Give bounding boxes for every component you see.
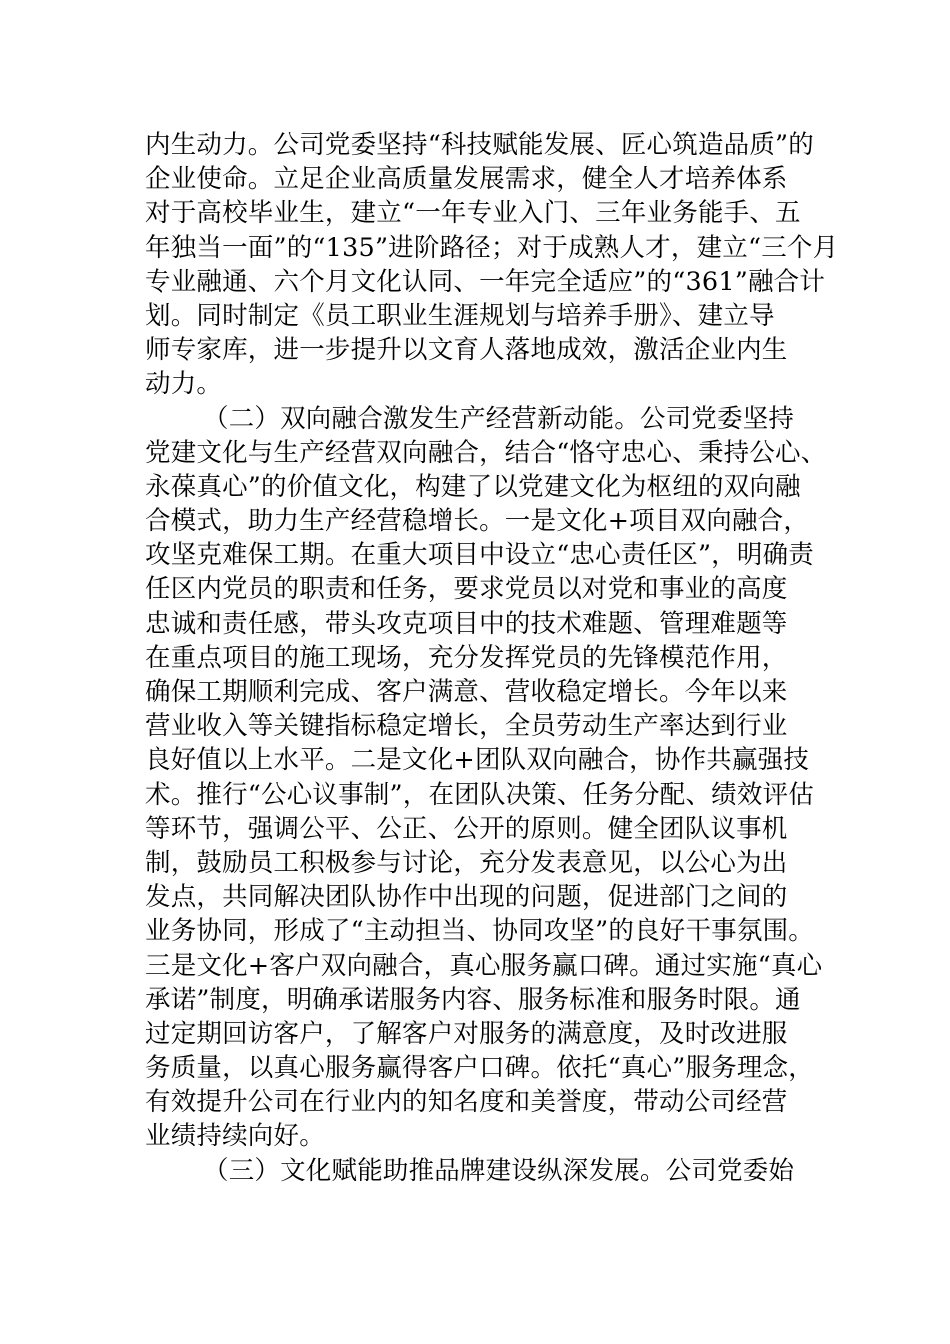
text-line: 年独当一面”的“135”进阶路径；对于成熟人才，建立“三个月 xyxy=(145,232,839,263)
text-line: 业绩持续向好。 xyxy=(145,1121,325,1152)
text-line: 制，鼓励员工积极参与讨论，充分发表意见，以公心为出 xyxy=(145,847,788,878)
text-line: 忠诚和责任感，带头攻克项目中的技术难题、管理难题等 xyxy=(145,608,788,639)
text-line: 师专家库，进一步提升以文育人落地成效，激活企业内生 xyxy=(145,335,788,366)
text-line: 务质量，以真心服务赢得客户口碑。依托“真心”服务理念， xyxy=(145,1053,814,1084)
text-line: 术。推行“公心议事制”，在团队决策、任务分配、绩效评估 xyxy=(145,779,814,810)
text-line: 确保工期顺利完成、客户满意、营收稳定增长。今年以来 xyxy=(145,677,788,707)
text-line: 在重点项目的施工现场，充分发挥党员的先锋模范作用， xyxy=(145,642,788,673)
text-line: 任区内党员的职责和任务，要求党员以对党和事业的高度 xyxy=(145,574,788,605)
text-line: 过定期回访客户，了解客户对服务的满意度，及时改进服 xyxy=(145,1018,788,1049)
text-line: 动力。 xyxy=(145,369,223,400)
text-line: 对于高校毕业生，建立“一年专业入门、三年业务能手、五 xyxy=(145,198,801,229)
text-line: 攻坚克难保工期。在重大项目中设立“忠心责任区”，明确责 xyxy=(145,540,814,571)
text-line: 良好值以上水平。二是文化+团队双向融合，协作共赢强技 xyxy=(145,745,810,776)
text-line: 合模式，助力生产经营稳增长。一是文化+项目双向融合， xyxy=(145,506,810,537)
text-line: 专业融通、六个月文化认同、一年完全适应”的“361”融合计 xyxy=(145,266,826,297)
text-line: 营业收入等关键指标稳定增长，全员劳动生产率达到行业 xyxy=(145,711,788,742)
document-body xyxy=(145,128,839,1188)
text-line: 永葆真心”的价值文化，构建了以党建文化为枢纽的双向融 xyxy=(145,471,801,502)
text-line: 有效提升公司在行业内的知名度和美誉度，带动公司经营 xyxy=(145,1087,788,1118)
text-line: 内生动力。公司党委坚持“科技赋能发展、匠心筑造品质”的 xyxy=(145,130,814,160)
text-line: 划。同时制定《员工职业生涯规划与培养手册》、建立导 xyxy=(145,300,775,331)
text-line: 党建文化与生产经营双向融合，结合“恪守忠心、秉持公心、 xyxy=(145,437,827,468)
text-line: 企业使命。立足企业高质量发展需求，健全人才培养体系 xyxy=(145,164,788,195)
text-line: 发点，共同解决团队协作中出现的问题，促进部门之间的 xyxy=(145,882,788,913)
text-line: 业务协同，形成了“主动担当、协同攻坚”的良好干事氛围。 xyxy=(145,916,814,947)
text-line: 三是文化+客户双向融合，真心服务赢口碑。通过实施“真心 xyxy=(145,950,823,981)
text-line: 等环节，强调公平、公正、公开的原则。健全团队议事机 xyxy=(145,813,788,844)
section-heading-line: （二）双向融合激发生产经营新动能。公司党委坚持 xyxy=(203,403,795,434)
text-line: 承诺”制度，明确承诺服务内容、服务标准和服务时限。通 xyxy=(145,984,801,1015)
section-heading-line: （三）文化赋能助推品牌建设纵深发展。公司党委始 xyxy=(203,1155,795,1186)
